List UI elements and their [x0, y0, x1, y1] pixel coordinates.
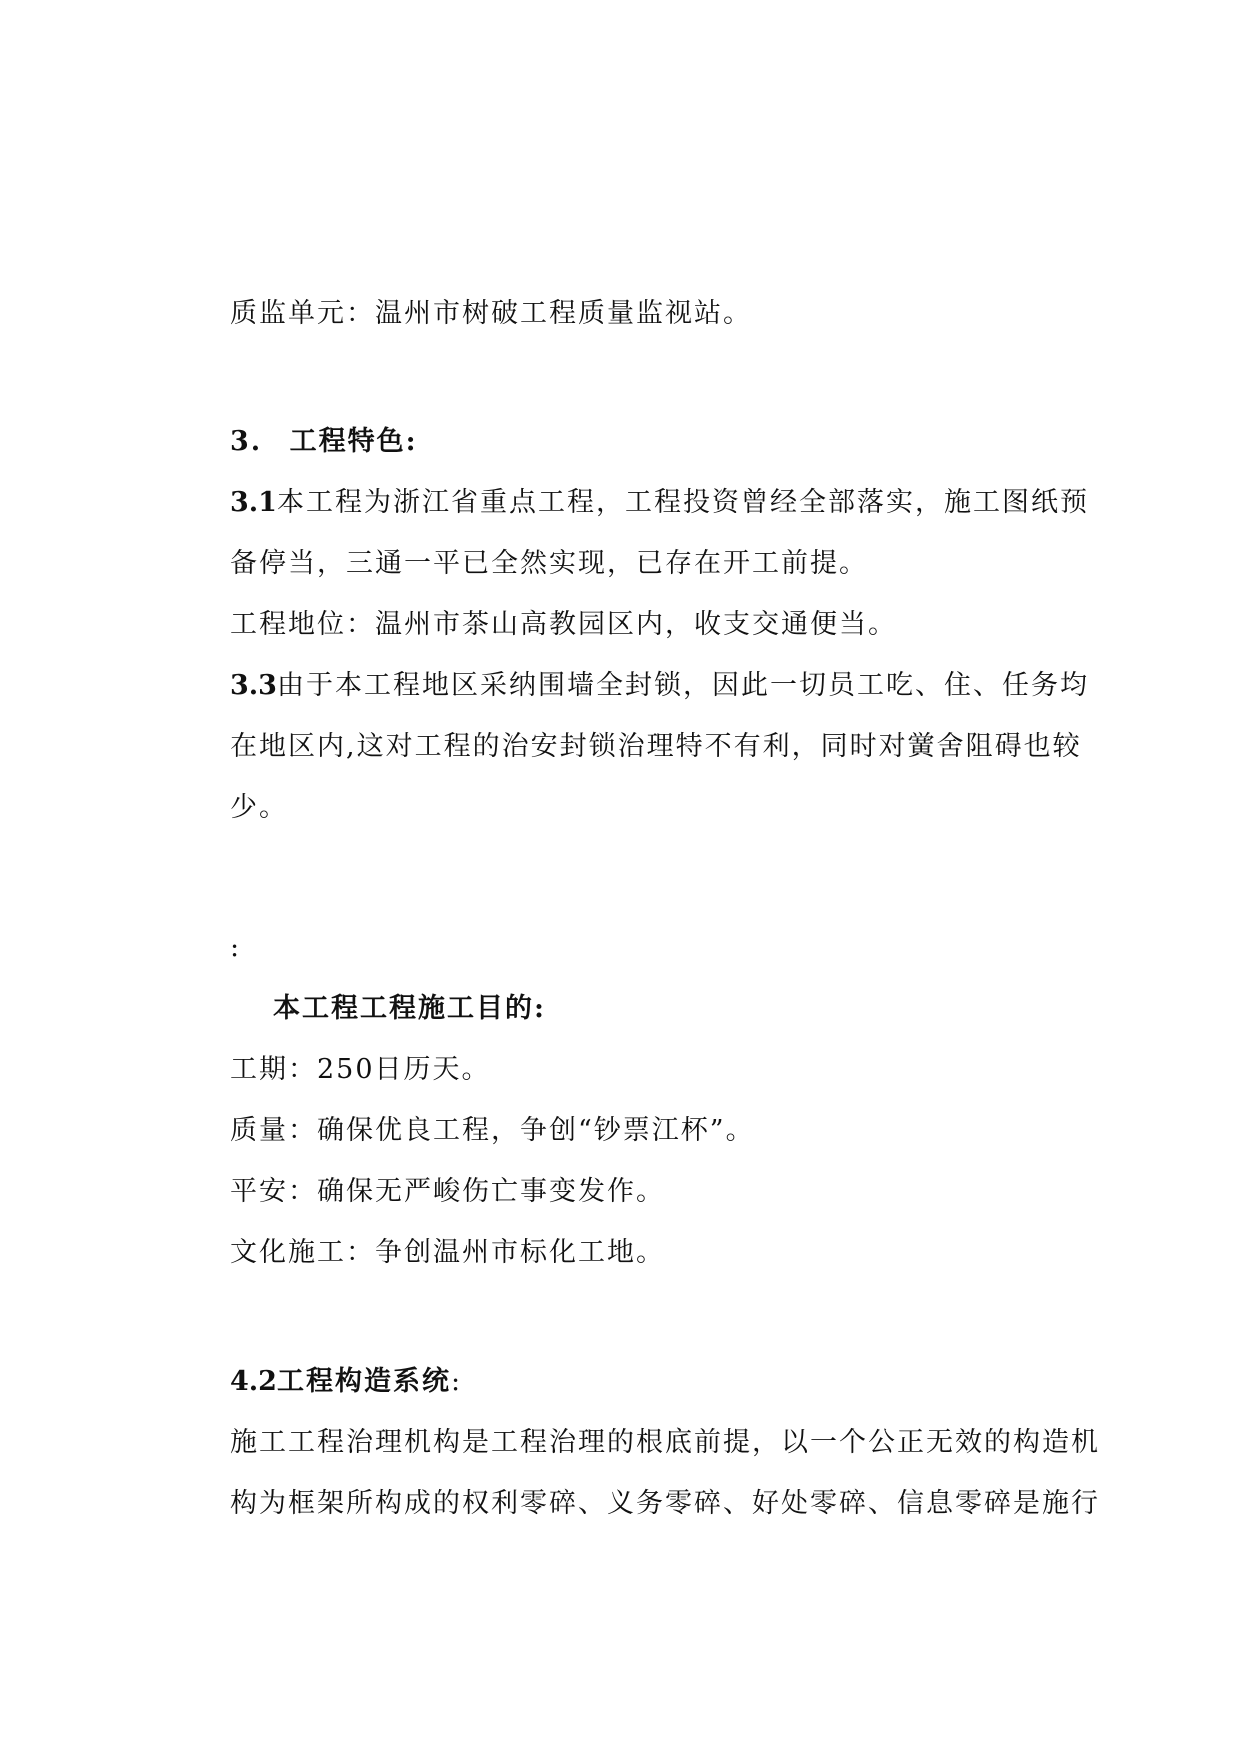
- item-3-1-line-1: [230, 483, 1089, 523]
- item-3-3-line-3: 少。: [230, 792, 288, 823]
- goals-heading: 本工程工程施工目的:: [273, 993, 546, 1024]
- section-4-2-number: 4.2: [230, 1366, 277, 1397]
- item-3-1-text-1: 本工程为浙江省重点工程，工程投资曾经全部落实，施工图纸预: [276, 487, 1089, 518]
- item-3-3-line-1: [230, 666, 1089, 706]
- section-4-2-line-1: 施工工程治理机构是工程治理的根底前提，以一个公正无效的构造机: [230, 1427, 1100, 1458]
- location-line: 工程地位：温州市茶山高教园区内，收支交通便当。: [230, 609, 897, 640]
- section-4-2-heading: [230, 1362, 462, 1402]
- item-3-3-line-2: 在地区内,这对工程的治安封锁治理特不有利，同时对黉舍阻碍也较: [230, 731, 1082, 762]
- section-4-2-colon: :: [450, 1366, 463, 1397]
- item-3-1-number: 3.1: [230, 487, 277, 518]
- goal-safety: 平安：确保无严峻伤亡事变发作。: [230, 1176, 665, 1207]
- item-3-1-line-2: 备停当，三通一平已全然实现，已存在开工前提。: [230, 548, 868, 579]
- supervision-unit-line: 质监单元：温州市树破工程质量监视站。: [230, 298, 752, 329]
- section-3-number: 3.: [230, 426, 263, 457]
- goal-culture: 文化施工：争创温州市标化工地。: [230, 1237, 665, 1268]
- section-4-2-title: 工程构造系统: [276, 1366, 451, 1397]
- goal-period: 工期：250日历天。: [230, 1054, 491, 1085]
- item-3-3-number: 3.3: [230, 670, 277, 701]
- section-3-heading: [230, 422, 418, 462]
- stray-colon: :: [230, 932, 242, 963]
- section-3-title: 工程特色:: [289, 426, 418, 457]
- goal-quality: 质量：确保优良工程，争创“钞票江杯”。: [230, 1115, 755, 1146]
- section-4-2-line-2: 构为框架所构成的权利零碎、义务零碎、好处零碎、信息零碎是施行: [230, 1488, 1100, 1519]
- item-3-3-text-1: 由于本工程地区采纳围墙全封锁，因此一切员工吃、住、任务均: [276, 670, 1089, 701]
